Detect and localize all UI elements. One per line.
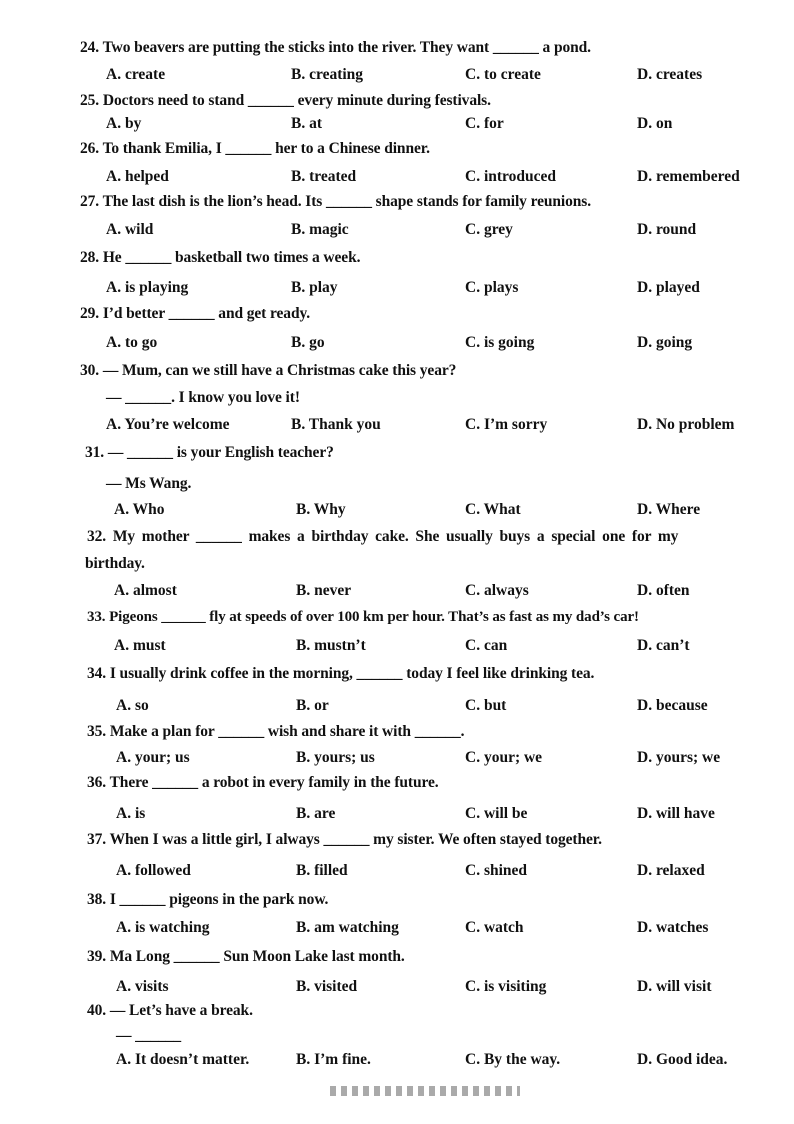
- option-a: A. almost: [114, 582, 177, 599]
- option-c: C. is going: [465, 334, 535, 351]
- option-a: A. must: [114, 637, 166, 654]
- question-stem: 27. The last dish is the lion’s head. Its ______ shape stands for family reunions.: [80, 193, 592, 210]
- option-b: B. Thank you: [291, 416, 381, 433]
- question-stem: 33. Pigeons ______ fly at speeds of over 100 km per hour. That’s as fast as my dad’s car!: [87, 609, 639, 625]
- question-stem: 38. I ______ pigeons in the park now.: [87, 891, 329, 908]
- option-d: D. Where: [637, 501, 701, 518]
- option-a: A. to go: [106, 334, 158, 351]
- option-a: A. helped: [106, 168, 169, 185]
- option-a: A. is watching: [116, 919, 210, 936]
- option-c: C. but: [465, 697, 507, 714]
- option-c: C. your; we: [465, 749, 543, 766]
- option-b: B. are: [296, 805, 336, 822]
- option-c: C. I’m sorry: [465, 416, 548, 433]
- question-stem: 25. Doctors need to stand ______ every minute during festivals.: [80, 92, 491, 109]
- option-d: D. often: [637, 582, 690, 599]
- option-a: A. Who: [114, 501, 165, 518]
- option-c: C. watch: [465, 919, 524, 936]
- option-d: D. remembered: [637, 168, 740, 185]
- option-d: D. played: [637, 279, 700, 296]
- option-c: C. What: [465, 501, 521, 518]
- option-a: A. is playing: [106, 279, 189, 296]
- option-c: C. will be: [465, 805, 528, 822]
- question-stem-continued: — Ms Wang.: [106, 475, 192, 492]
- option-b: B. go: [291, 334, 325, 351]
- option-d: D. yours; we: [637, 749, 721, 766]
- option-a: A. wild: [106, 221, 154, 238]
- question-stem: 35. Make a plan for ______ wish and share it with ______.: [87, 723, 465, 740]
- option-a: A. visits: [116, 978, 169, 995]
- option-c: C. for: [465, 115, 504, 132]
- option-a: A. your; us: [116, 749, 190, 766]
- option-d: D. because: [637, 697, 708, 714]
- option-b: B. am watching: [296, 919, 399, 936]
- option-d: D. will have: [637, 805, 715, 822]
- question-stem: 40. — Let’s have a break.: [87, 1002, 253, 1019]
- option-d: D. watches: [637, 919, 709, 936]
- question-stem: 36. There ______ a robot in every family in the future.: [87, 774, 439, 791]
- question-stem: 37. When I was a little girl, I always ______ my sister. We often stayed together.: [87, 831, 602, 848]
- question-stem-continued: — ______: [116, 1027, 182, 1044]
- option-b: B. visited: [296, 978, 358, 995]
- option-a: A. by: [106, 115, 142, 132]
- option-c: C. always: [465, 582, 529, 599]
- option-c: C. By the way.: [465, 1051, 561, 1068]
- option-d: D. can’t: [637, 637, 690, 654]
- option-c: C. introduced: [465, 168, 557, 185]
- option-b: B. creating: [291, 66, 364, 83]
- option-b: B. or: [296, 697, 329, 714]
- question-stem: 26. To thank Emilia, I ______ her to a Chinese dinner.: [80, 140, 430, 157]
- option-b: B. yours; us: [296, 749, 375, 766]
- page-footer-smudge: [330, 1086, 520, 1096]
- option-b: B. magic: [291, 221, 349, 238]
- option-c: C. is visiting: [465, 978, 547, 995]
- question-stem: 28. He ______ basketball two times a week.: [80, 249, 361, 266]
- option-d: D. round: [637, 221, 697, 238]
- option-d: D. creates: [637, 66, 703, 83]
- question-stem: 34. I usually drink coffee in the morning, ______ today I feel like drinking tea.: [87, 665, 595, 682]
- option-d: D. on: [637, 115, 673, 132]
- option-b: B. Why: [296, 501, 346, 518]
- question-stem: 30. — Mum, can we still have a Christmas cake this year?: [80, 362, 457, 379]
- option-a: A. create: [106, 66, 166, 83]
- option-b: B. play: [291, 279, 338, 296]
- question-stem: 29. I’d better ______ and get ready.: [80, 305, 311, 322]
- option-b: B. filled: [296, 862, 348, 879]
- question-stem: 32. My mother ______ makes a birthday cake. She usually buys a special one for my: [87, 528, 679, 545]
- option-c: C. plays: [465, 279, 519, 296]
- option-c: C. grey: [465, 221, 513, 238]
- question-stem-continued: birthday.: [85, 555, 145, 572]
- question-stem: 24. Two beavers are putting the sticks into the river. They want ______ a pond.: [80, 39, 591, 56]
- question-stem: 31. — ______ is your English teacher?: [85, 444, 334, 461]
- option-c: C. to create: [465, 66, 541, 83]
- option-b: B. never: [296, 582, 352, 599]
- option-d: D. relaxed: [637, 862, 705, 879]
- option-c: C. can: [465, 637, 508, 654]
- option-c: C. shined: [465, 862, 528, 879]
- option-b: B. mustn’t: [296, 637, 366, 654]
- option-a: A. so: [116, 697, 149, 714]
- option-a: A. You’re welcome: [106, 416, 230, 433]
- question-stem: 39. Ma Long ______ Sun Moon Lake last month.: [87, 948, 405, 965]
- option-d: D. going: [637, 334, 693, 351]
- option-d: D. No problem: [637, 416, 735, 433]
- option-a: A. It doesn’t matter.: [116, 1051, 250, 1068]
- option-b: B. I’m fine.: [296, 1051, 371, 1068]
- option-a: A. is: [116, 805, 146, 822]
- option-d: D. will visit: [637, 978, 712, 995]
- option-a: A. followed: [116, 862, 191, 879]
- question-stem-continued: — ______. I know you love it!: [106, 389, 300, 406]
- option-b: B. treated: [291, 168, 357, 185]
- option-b: B. at: [291, 115, 322, 132]
- option-d: D. Good idea.: [637, 1051, 728, 1068]
